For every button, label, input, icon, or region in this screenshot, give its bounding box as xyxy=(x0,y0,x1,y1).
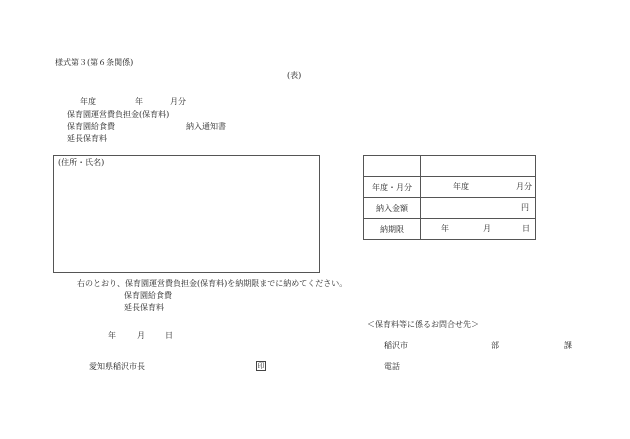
table-row xyxy=(364,219,536,240)
due-date-month: 月 xyxy=(483,224,491,233)
address-box-label: (住所・氏名) xyxy=(58,158,105,167)
table-header-blank-left xyxy=(364,156,421,177)
fee-type-extended: 延長保育料 xyxy=(67,134,107,143)
issuer-name: 愛知県稲沢市長 xyxy=(89,362,145,371)
front-side-mark: (表) xyxy=(287,71,302,80)
official-seal-mark: 印 xyxy=(257,362,265,370)
notice-year-label: 年 xyxy=(135,97,143,106)
table-row xyxy=(364,177,536,198)
period-label: 年度・月分 xyxy=(364,177,421,198)
table-row xyxy=(364,156,536,177)
issue-month-label: 月 xyxy=(137,331,145,340)
period-month: 月分 xyxy=(516,182,532,191)
address-box xyxy=(53,155,320,273)
amount-unit: 円 xyxy=(521,203,529,212)
due-date-year: 年 xyxy=(441,224,449,233)
amount-label: 納入金額 xyxy=(364,198,421,219)
statement-extended-fee: 延長保育料 xyxy=(124,303,164,312)
notice-title: 納入通知書 xyxy=(186,122,226,131)
issue-day-label: 日 xyxy=(165,331,173,340)
fee-type-childcare: 保育園運営費負担金(保育料) xyxy=(67,110,170,119)
contact-heading: ＜保育料等に係るお問合せ先＞ xyxy=(367,320,479,329)
table-row xyxy=(364,198,536,219)
issue-year-label: 年 xyxy=(108,331,116,340)
notice-month-label: 月分 xyxy=(170,97,186,106)
amount-value xyxy=(421,198,536,219)
contact-phone: 電話 xyxy=(384,362,400,371)
period-fiscal-year: 年度 xyxy=(453,182,469,191)
form-number: 様式第３(第６条関係) xyxy=(55,58,134,67)
payment-info-table xyxy=(363,155,536,240)
contact-department: 部 xyxy=(491,341,499,350)
fee-type-meal: 保育園給食費 xyxy=(67,122,115,131)
statement-meal-fee: 保育園給食費 xyxy=(124,291,172,300)
period-value xyxy=(421,177,536,198)
notice-fiscal-year-label: 年度 xyxy=(80,97,96,106)
due-date-label: 納期限 xyxy=(364,219,421,240)
due-date-value xyxy=(421,219,536,240)
contact-city: 稲沢市 xyxy=(384,341,408,350)
contact-section: 課 xyxy=(564,341,572,350)
due-date-day: 日 xyxy=(522,224,530,233)
table-header-blank-right xyxy=(421,156,536,177)
payment-request-statement: 右のとおり、保育園運営費負担金(保育料)を納期限までに納めてください。 xyxy=(77,279,348,288)
